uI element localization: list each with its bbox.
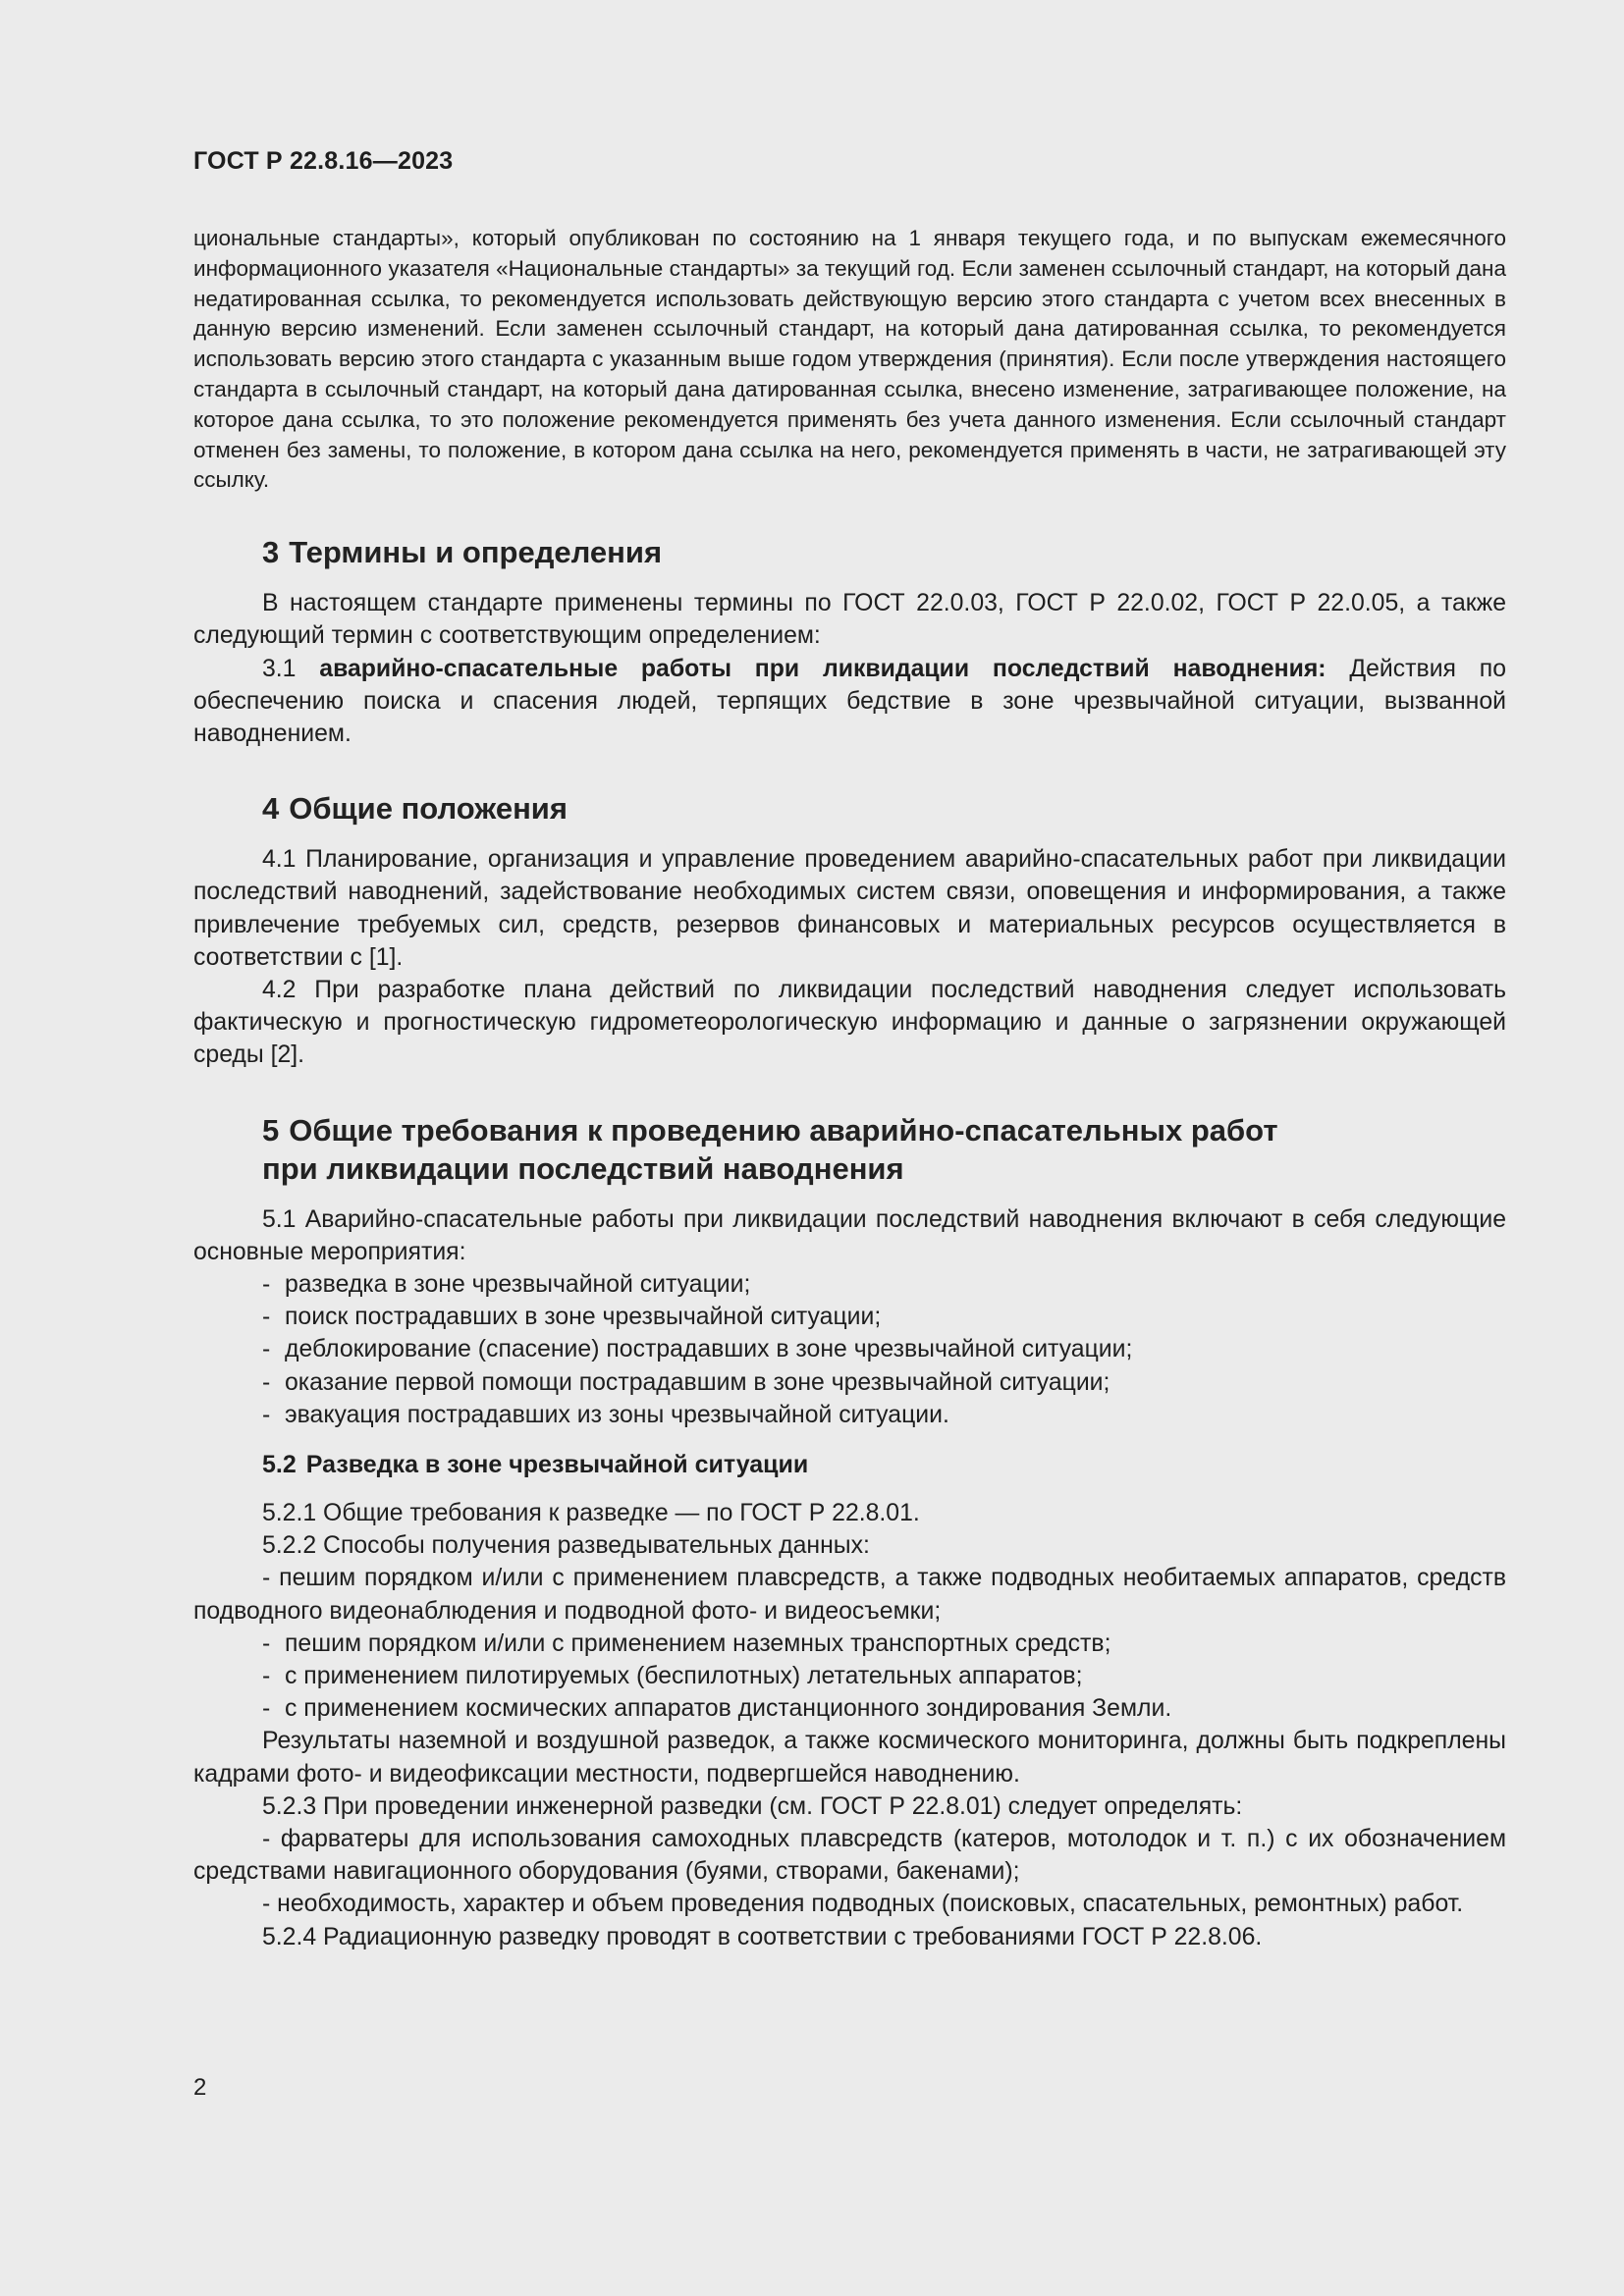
section-3-number: 3: [262, 535, 280, 570]
subsection-5-2-heading: [193, 1449, 1506, 1481]
section-3-intro: В настоящем стандарте применены термины по ГОСТ 22.0.03, ГОСТ Р 22.0.02, ГОСТ Р 22.0.05, а также следующий термин с соответствующим определением:: [193, 590, 1506, 650]
subsection-5-2-number: 5.2: [262, 1451, 297, 1479]
intro-paragraph: циональные стандарты», который опубликован по состоянию на 1 января текущего года, и по выпускам ежемесячного информационного указателя «Национальные стандарты» за текущий год. Если заменен ссылочный стандарт, на который дана недатированная ссылка, то рекомендуется использовать действующую версию этого стандарта с учетом всех внесенных в данную версию изменений. Если заменен ссылочный стандарт, на который дана датированная ссылка, то рекомендуется использовать версию этого стандарта с указанным выше годом утверждения (принятия). Если после утверждения настоящего стандарта в ссылочный стандарт, на который дана датированная ссылка, внесено изменение, затрагивающее положение, на которое дана ссылка, то это положение рекомендуется применять без учета данного изменения. Если ссылочный стандарт отменен без замены, то положение, в котором дана ссылка на него, рекомендуется применять в части, не затрагивающей эту ссылку.: [193, 226, 1506, 493]
paragraph-5-2-2: 5.2.2 Способы получения разведывательных данных:: [262, 1532, 870, 1560]
term-definition: Действия по обеспечению поиска и спасения людей, терпящих бедствие в зоне чрезвычайной ситуации, вызванной наводнением.: [193, 655, 1506, 747]
list-item: - разведка в зоне чрезвычайной ситуации;: [262, 1271, 751, 1299]
paragraph-5-1: 5.1 Аварийно-спасательные работы при ликвидации последствий наводнения включают в себя следующие основные мероприятия:: [193, 1205, 1506, 1265]
list-item: - поиск пострадавших в зоне чрезвычайной ситуации;: [262, 1304, 882, 1331]
subsection-5-2-title: Разведка в зоне чрезвычайной ситуации: [305, 1451, 809, 1479]
list-item: - необходимость, характер и объем проведения подводных (поисковых, спасательных, ремонтных) работ.: [262, 1891, 1464, 1918]
document-code-header: ГОСТ Р 22.8.16—2023: [193, 147, 454, 175]
section-5-title-line1: Общие требования к проведению аварийно-спасательных работ: [289, 1112, 1278, 1148]
section-3-heading: [193, 533, 1506, 571]
document-body: [193, 224, 1506, 1953]
section-4-title: Общие положения: [289, 791, 568, 827]
paragraph-5-2-4: 5.2.4 Радиационную разведку проводят в соответствии с требованиями ГОСТ Р 22.8.06.: [262, 1923, 1263, 1950]
recon-method-item: - пешим порядком и/или с применением плавсредств, а также подводных необитаемых аппаратов, средств подводного видеонаблюдения и подводной фото- и видеосъемки;: [193, 1565, 1506, 1625]
paragraph-5-2-3: 5.2.3 При проведении инженерной разведки (см. ГОСТ Р 22.8.01) следует определять:: [262, 1792, 1243, 1820]
page-number: 2: [193, 2074, 207, 2101]
section-5-heading: [193, 1111, 1506, 1188]
list-item: - оказание первой помощи пострадавшим в зоне чрезвычайной ситуации;: [262, 1368, 1110, 1396]
section-5-title-line2: при ликвидации последствий наводнения: [262, 1150, 904, 1186]
list-item: - деблокирование (спасение) пострадавших в зоне чрезвычайной ситуации;: [262, 1336, 1133, 1363]
section-4-number: 4: [262, 791, 280, 827]
list-item: - фарватеры для использования самоходных плавсредств (катеров, мотолодок и т. п.) с их обозначением средствами навигационного оборудования (буями, створами, бакенами);: [193, 1826, 1506, 1886]
list-item: - пешим порядком и/или с применением наземных транспортных средств;: [262, 1629, 1111, 1657]
paragraph-recon-results: Результаты наземной и воздушной разведок, а также космического мониторинга, должны быть подкреплены кадрами фото- и видеофиксации местности, подвергшейся наводнению.: [193, 1728, 1506, 1788]
measures-list: [193, 1268, 1506, 1431]
list-item: - с применением пилотируемых (беспилотных) летательных аппаратов;: [262, 1663, 1083, 1690]
paragraph-4-2: 4.2 При разработке плана действий по ликвидации последствий наводнения следует использовать фактическую и прогностическую гидрометеорологическую информацию и данные о загрязнении окружающей среды [2].: [193, 977, 1506, 1069]
term-name: аварийно-спасательные работы при ликвидации последствий наводнения:: [319, 655, 1326, 682]
term-number: 3.1: [262, 655, 297, 682]
section-4-heading: [193, 789, 1506, 828]
list-item: - эвакуация пострадавших из зоны чрезвычайной ситуации.: [262, 1401, 949, 1428]
term-3-1: [193, 653, 1506, 751]
paragraph-5-2-1: 5.2.1 Общие требования к разведке — по ГОСТ Р 22.8.01.: [262, 1500, 920, 1527]
section-3-title: Термины и определения: [289, 535, 663, 570]
list-item: - с применением космических аппаратов дистанционного зондирования Земли.: [262, 1695, 1172, 1723]
section-5-number: 5: [262, 1112, 280, 1148]
paragraph-4-1: 4.1 Планирование, организация и управление проведением аварийно-спасательных работ при ликвидации последствий наводнений, задействование необходимых систем связи, оповещения и информирования, а также привлечение требуемых сил, средств, резервов финансовых и материальных ресурсов осуществляется в соответствии с [1].: [193, 846, 1506, 971]
